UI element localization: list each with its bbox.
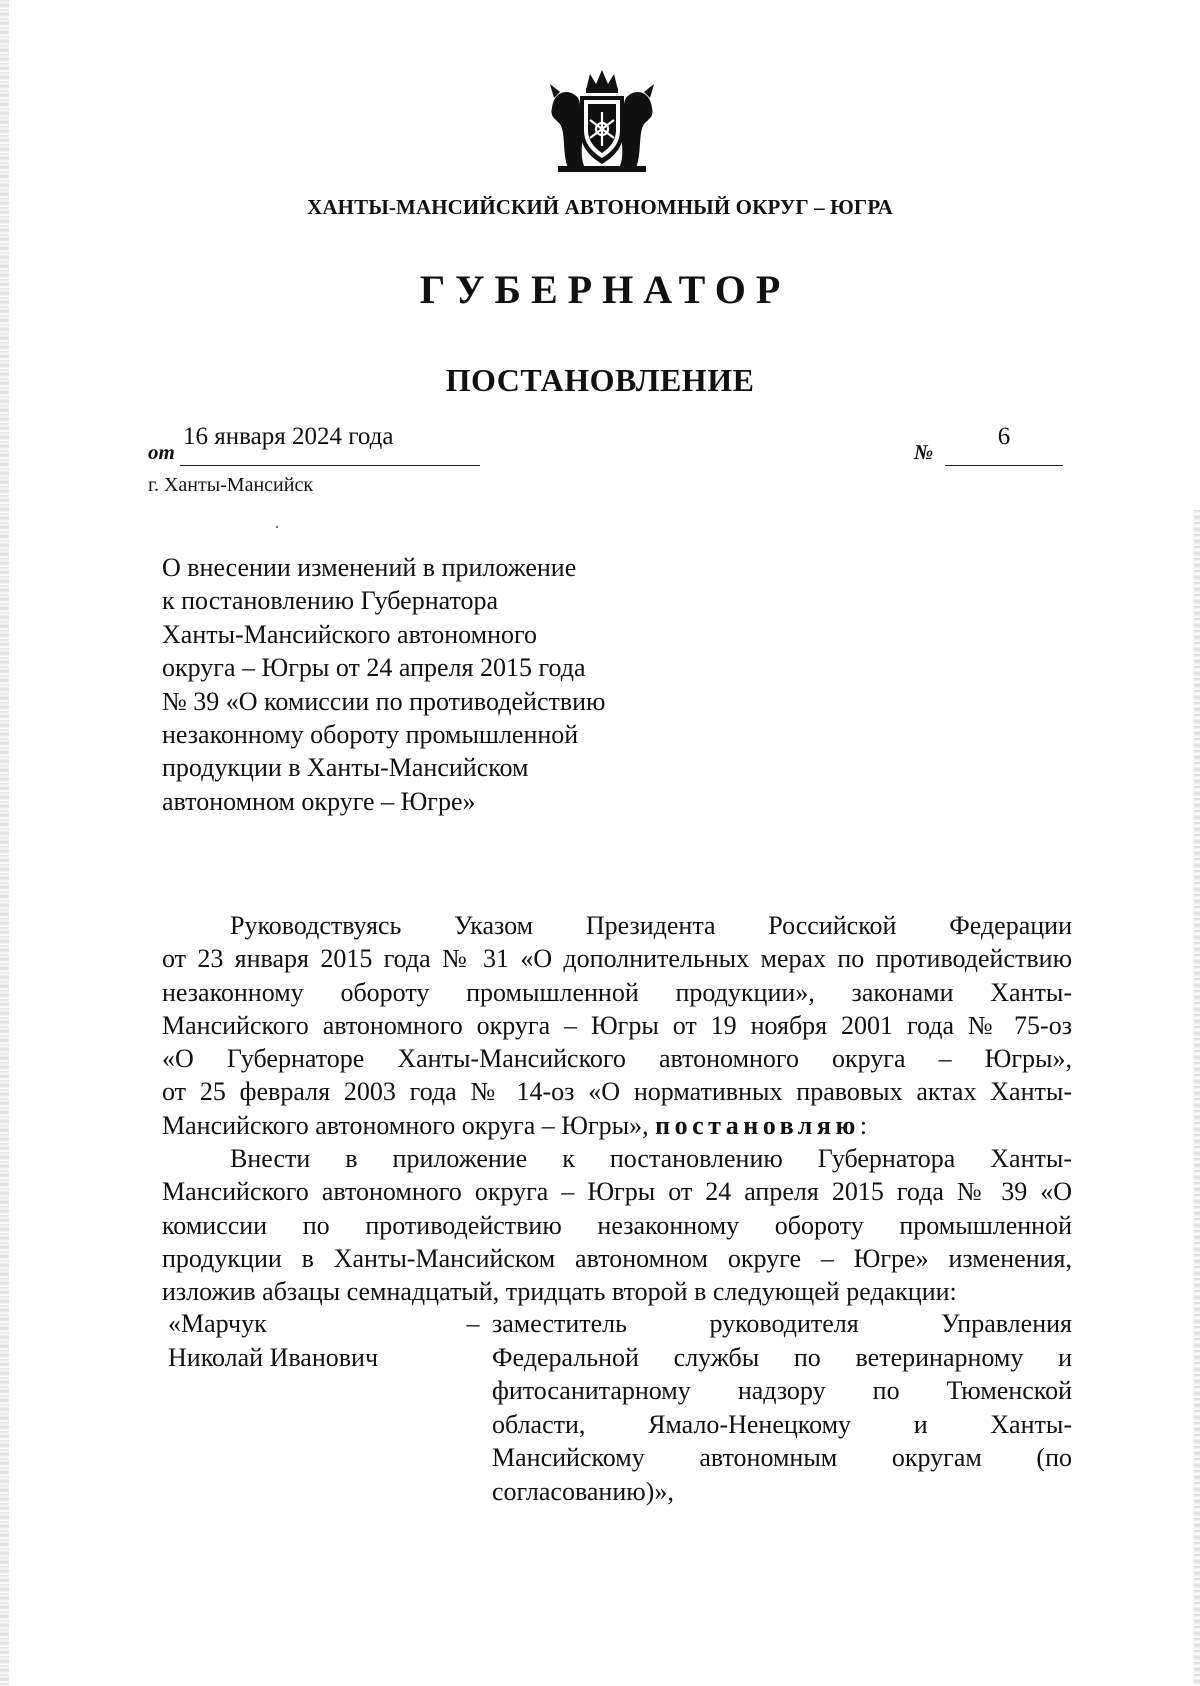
subject-line: Ханты-Мансийского автономного xyxy=(162,619,538,649)
member-name-line: Николай Иванович xyxy=(168,1342,379,1372)
paragraph-line-end: : xyxy=(859,1110,868,1140)
member-role-line: Мансийскому автономным округам (по xyxy=(492,1443,1072,1472)
subject-line: № 39 «О комиссии по противодействию xyxy=(162,686,606,716)
paragraph-line: «О Губернаторе Ханты-Мансийского автономного округа – Югры», xyxy=(162,1044,1072,1074)
scan-speck xyxy=(276,526,278,528)
decree-keyword: постановляю xyxy=(655,1110,860,1140)
paragraph-line: от 23 января 2015 года № 31 «О дополнительных мерах по противодействию xyxy=(162,944,1072,974)
subject-line: О внесении изменений в приложение xyxy=(162,553,577,582)
paragraph-last-line xyxy=(162,1109,1072,1142)
paragraph-line: комиссии по противодействию незаконному обороту промышленной xyxy=(162,1210,1072,1240)
paragraph-line: Мансийского автономного округа – Югры от 19 ноября 2001 года № 75-оз xyxy=(162,1010,1072,1040)
subject-line: к постановлению Губернатора xyxy=(162,586,499,616)
subject-line: незаконному обороту промышленной xyxy=(162,720,579,750)
document-place: г. Ханты-Мансийск xyxy=(148,474,314,496)
member-role-line: фитосанитарному надзору по Тюменской xyxy=(492,1376,1072,1405)
member-name-line: «Марчук xyxy=(168,1309,267,1338)
member-role-line: Федеральной службы по ветеринарному и xyxy=(492,1342,1072,1372)
region-title: ХАНТЫ-МАНСИЙСКИЙ АВТОНОМНЫЙ ОКРУГ – ЮГРА xyxy=(307,195,893,219)
document-subject xyxy=(162,551,682,818)
amendment-paragraph xyxy=(162,1142,1072,1308)
scan-edge-right xyxy=(1194,510,1200,1686)
date-prefix: от xyxy=(148,440,175,464)
member-role xyxy=(492,1307,1072,1508)
coat-of-arms-icon xyxy=(548,68,656,176)
document-number: 6 xyxy=(997,423,1011,450)
paragraph-line: Руководствуясь Указом Президента Российской Федерации xyxy=(230,911,1072,940)
number-underline xyxy=(945,465,1063,466)
member-role-line: области, Ямало-Ненецкому и Ханты- xyxy=(492,1409,1072,1439)
paragraph-line: изложив абзацы семнадцатый, тридцать второй в следующей редакции: xyxy=(162,1277,957,1307)
member-name xyxy=(168,1307,448,1374)
subject-line: округа – Югры от 24 апреля 2015 года xyxy=(162,653,586,683)
paragraph-line: Мансийского автономного округа – Югры от 24 апреля 2015 года № 39 «О xyxy=(162,1177,1072,1207)
subject-line: автономном округе – Югре» xyxy=(162,786,476,816)
paragraph-line: продукции в Ханты-Мансийском автономном округе – Югре» изменения, xyxy=(162,1243,1072,1273)
date-underline xyxy=(180,465,480,466)
preamble-paragraph xyxy=(162,909,1072,1142)
paragraph-line: от 25 февраля 2003 года № 14-оз «О нормативных правовых актах Ханты- xyxy=(162,1077,1072,1107)
document-type: ПОСТАНОВЛЕНИЕ xyxy=(445,362,755,398)
paragraph-line: Внести в приложение к постановлению Губернатора Ханты- xyxy=(230,1144,1072,1173)
member-role-line: согласованию)», xyxy=(492,1476,674,1506)
authority-title: ГУБЕРНАТОР xyxy=(419,267,791,312)
document-date: 16 января 2024 года xyxy=(183,423,394,450)
member-role-line: заместитель руководителя Управления xyxy=(492,1309,1072,1338)
paragraph-line: незаконному обороту промышленной продукции», законами Ханты- xyxy=(162,977,1072,1007)
number-prefix: № xyxy=(914,440,934,464)
scan-edge-left xyxy=(0,0,9,1686)
subject-line: продукции в Ханты-Мансийском xyxy=(162,753,529,783)
member-dash: – xyxy=(466,1309,480,1338)
paragraph-line-text: Мансийского автономного округа – Югры», xyxy=(162,1110,656,1140)
